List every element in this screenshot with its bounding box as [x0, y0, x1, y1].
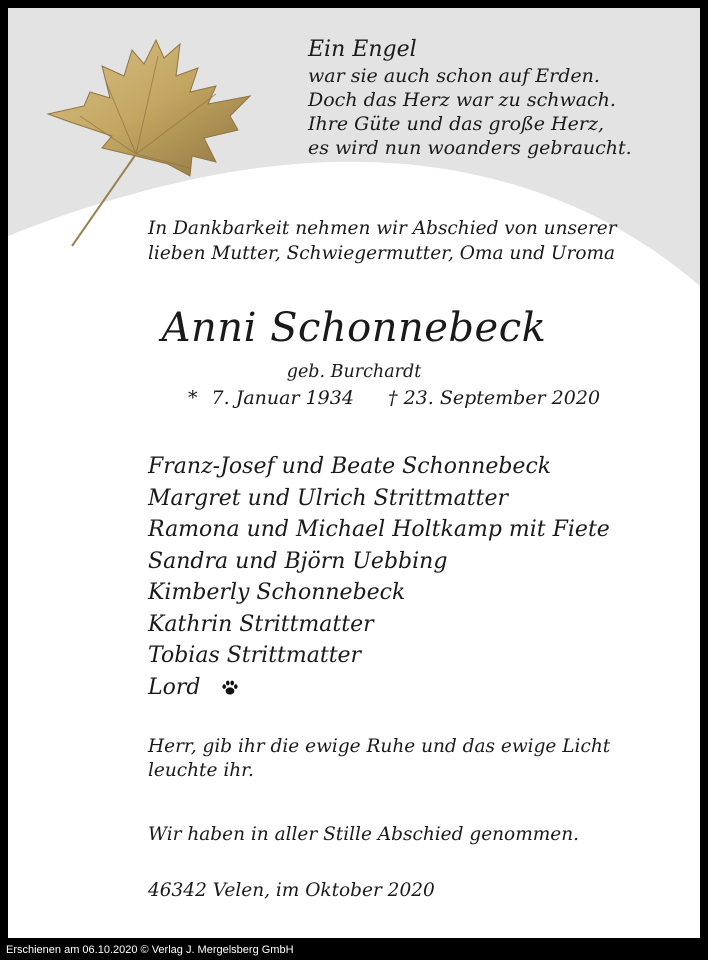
prayer-line: Herr, gib ihr die ewige Ruhe und das ewige Licht — [148, 736, 611, 757]
publication-footer: Erschienen am 06.10.2020 © Verlag J. Mergelsberg GmbH — [6, 944, 294, 956]
paw-icon — [221, 679, 239, 697]
birth-date: 7. Januar 1934 — [211, 387, 354, 409]
intro-line: In Dankbarkeit nehmen wir Abschied von unserer — [148, 218, 617, 239]
family-member: Tobias Strittmatter — [148, 643, 362, 668]
family-member: Kimberly Schonnebeck — [148, 580, 406, 605]
family-member: Kathrin Strittmatter — [148, 611, 374, 637]
prayer-text — [148, 735, 610, 783]
family-member: Margret und Ulrich Strittmatter — [148, 485, 508, 511]
poem-line: Doch das Herz war zu schwach. — [308, 89, 616, 111]
poem-line: es wird nun woanders gebraucht. — [308, 137, 632, 159]
obituary-card — [8, 8, 700, 938]
prayer-line: leuchte ihr. — [148, 760, 254, 781]
family-member-pet — [148, 672, 610, 704]
intro-text — [148, 216, 617, 266]
life-dates — [188, 385, 600, 411]
family-list — [148, 451, 610, 703]
family-member: Sandra und Björn Uebbing — [148, 548, 448, 574]
place-date: 46342 Velen, im Oktober 2020 — [148, 880, 435, 901]
deceased-name: Anni Schonnebeck — [161, 305, 547, 351]
family-member: Ramona und Michael Holtkamp mit Fiete — [148, 517, 610, 542]
poem — [308, 36, 632, 160]
maiden-name: geb. Burchardt — [286, 362, 422, 382]
poem-line: Ein Engel — [308, 37, 417, 62]
family-member: Lord — [148, 674, 201, 700]
farewell-note: Wir haben in aller Stille Abschied genommen. — [148, 824, 580, 845]
poem-line: Ihre Güte und das große Herz, — [308, 113, 605, 135]
death-symbol: † — [388, 387, 398, 409]
death-date: 23. September 2020 — [403, 387, 601, 409]
intro-line: lieben Mutter, Schwiegermutter, Oma und Uroma — [148, 243, 616, 264]
birth-symbol: * — [188, 387, 198, 409]
family-member: Franz-Josef und Beate Schonnebeck — [148, 454, 552, 479]
poem-line: war sie auch schon auf Erden. — [308, 65, 600, 87]
